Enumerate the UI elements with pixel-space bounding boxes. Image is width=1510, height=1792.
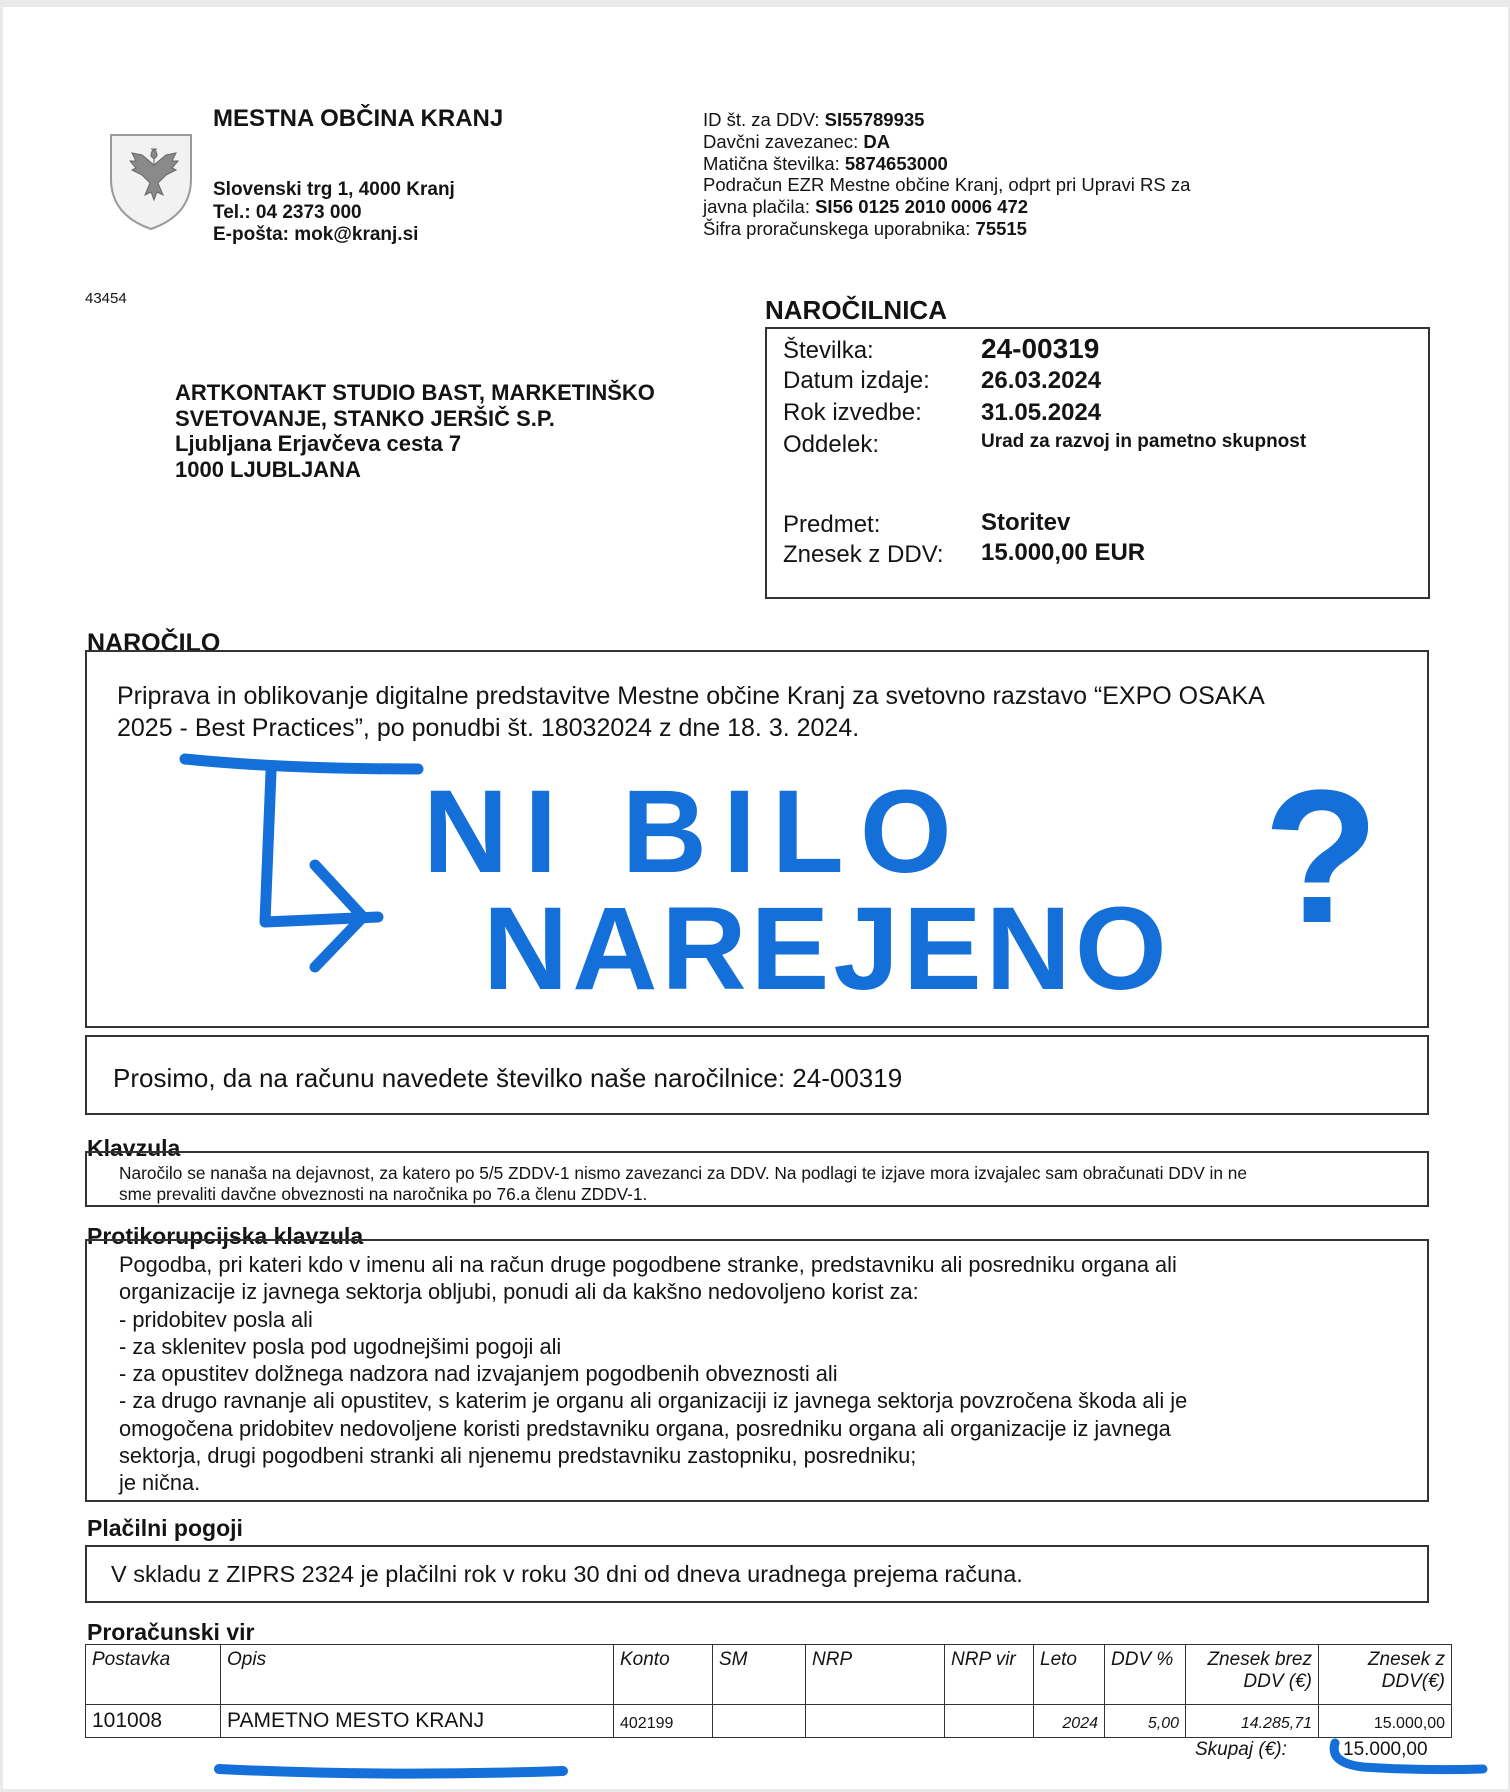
cell-konto: 402199 [614, 1705, 713, 1738]
total-label: Skupaj (€): [1195, 1739, 1287, 1760]
col-header-ddv: DDV % [1105, 1645, 1186, 1705]
col-header-nrp: NRP [806, 1645, 945, 1705]
subject-label: Predmet: [783, 511, 881, 538]
recipient-address [175, 380, 655, 482]
anticorruption-line: omogočena pridobitev nedovoljene koristi predstavniku organa, posredniku organa ali organizacije iz javnega [119, 1415, 1171, 1441]
cell-sm [713, 1705, 806, 1738]
arrow-icon [185, 759, 418, 967]
anticorruption-line: - pridobitev posla ali [119, 1306, 313, 1332]
budget-user-value: 75515 [975, 218, 1027, 239]
account-number: SI56 0125 2010 0006 472 [815, 196, 1029, 217]
anticorruption-line: organizacije iz javnega sektorja obljubi, ponudi ali da kakšno nedovoljeno korist za: [119, 1279, 919, 1305]
budget-heading: Proračunski vir [87, 1619, 255, 1645]
col-header-amount-incl-vat: Znesek z DDV(€) [1319, 1645, 1452, 1705]
budget-header-row [86, 1645, 1452, 1705]
eagle-coat-of-arms-icon [103, 127, 199, 233]
handwriting-line-2: NAREJENO [483, 883, 1171, 1015]
taxpayer-value: DA [863, 131, 891, 152]
recipient-line-3: Ljubljana Erjavčeva cesta 7 [175, 431, 462, 456]
anticorruption-line: je nična. [119, 1470, 201, 1496]
order-heading: NAROČILNICA [765, 295, 947, 325]
anticorruption-heading: Protikorupcijska klavzula [87, 1223, 364, 1249]
handwritten-annotation [173, 727, 1433, 1027]
anticorruption-line: Pogodba, pri kateri kdo v imenu ali na račun druge pogodbene stranke, predstavniku ali posredniku organa ali [119, 1252, 1177, 1277]
handwritten-underline [1323, 1737, 1493, 1783]
clause-heading: Klavzula [87, 1135, 181, 1161]
issuer-email: E-pošta: mok@kranj.si [213, 224, 419, 245]
clause-box [85, 1151, 1429, 1207]
col-header-konto: Konto [614, 1645, 713, 1705]
taxpayer-label: Davčni zavezanec: [703, 131, 864, 152]
cell-opis: PAMETNO MESTO KRANJ [221, 1705, 614, 1738]
issuer-address: Slovenski trg 1, 4000 Kranj [213, 179, 455, 200]
budget-user-line [703, 218, 1027, 240]
amount: 15.000,00 EUR [981, 539, 1146, 566]
order-description-line-2: 2025 - Best Practices”, po ponudbi št. 18032024 z dne 18. 3. 2024. [117, 714, 860, 742]
number-label: Številka: [783, 337, 874, 364]
anticorruption-text [119, 1251, 1187, 1497]
col-header-leto: Leto [1034, 1645, 1105, 1705]
department: Urad za razvoj in pametno skupnost [981, 431, 1307, 452]
recipient-line-1: ARTKONTAKT STUDIO BAST, MARKETINŠKO [175, 380, 655, 405]
cell-postavka: 101008 [86, 1705, 221, 1738]
amount-label: Znesek z DDV: [783, 541, 944, 568]
invoice-note-box [85, 1035, 1429, 1115]
anticorruption-line: - za drugo ravnanje ali opustitev, s katerim je organu ali organizaciji iz javnega sektorja povzročena škoda ali je [119, 1388, 1188, 1414]
issue-date-label: Datum izdaje: [783, 367, 930, 394]
reg-no-label: Matična številka: [703, 153, 845, 174]
cell-nrp [806, 1705, 945, 1738]
department-label: Oddelek: [783, 431, 880, 458]
order-number: 24-00319 [981, 333, 1100, 364]
anticorruption-box [85, 1239, 1429, 1502]
table-row [86, 1705, 1452, 1738]
vat-id-line [703, 109, 924, 131]
recipient-line-4: 1000 LJUBLJANA [175, 456, 361, 482]
subject: Storitev [981, 509, 1071, 536]
handwritten-underline [213, 1759, 573, 1783]
handwriting-line-1: NI BILO [423, 766, 968, 898]
budget-user-label: Šifra proračunskega uporabnika: [703, 218, 976, 239]
account-label: javna plačila: [703, 196, 816, 217]
cell-leto: 2024 [1034, 1705, 1105, 1738]
handwriting-question-mark: ? [1263, 751, 1380, 963]
payment-heading: Plačilni pogoji [87, 1515, 243, 1541]
col-header-sm: SM [713, 1645, 806, 1705]
col-header-opis: Opis [221, 1645, 614, 1705]
payment-terms: V skladu z ZIPRS 2324 je plačilni rok v roku 30 dni od dneva uradnega prejema računa. [111, 1561, 1023, 1587]
cell-amount-incl-vat: 15.000,00 [1319, 1705, 1452, 1738]
purchase-order-page [3, 7, 1508, 1789]
order-summary-box [765, 327, 1430, 599]
reg-no-line [703, 153, 948, 175]
col-header-postavka: Postavka [86, 1645, 221, 1705]
cell-ddv: 5,00 [1105, 1705, 1186, 1738]
order-text-heading: NAROČILO [87, 629, 221, 657]
deadline-label: Rok izvedbe: [783, 399, 922, 426]
total-value: 15.000,00 [1343, 1739, 1428, 1760]
clause-text [119, 1163, 1247, 1205]
issue-date: 26.03.2024 [981, 367, 1102, 394]
issuer-name: MESTNA OBČINA KRANJ [213, 105, 504, 132]
budget-table [85, 1644, 1452, 1738]
vat-id-label: ID št. za DDV: [703, 109, 825, 130]
invoice-note: Prosimo, da na računu navedete številko naše naročilnice: 24-00319 [113, 1063, 903, 1093]
payment-box [85, 1545, 1429, 1603]
col-header-amount-excl-vat: Znesek brez DDV (€) [1186, 1645, 1319, 1705]
account-line-2 [703, 196, 1028, 218]
reg-no-value: 5874653000 [844, 153, 948, 174]
deadline: 31.05.2024 [981, 399, 1102, 426]
document-code: 43454 [85, 290, 127, 307]
cell-amount-excl-vat: 14.285,71 [1186, 1705, 1319, 1738]
clause-line-1: Naročilo se nanaša na dejavnost, za katero po 5/5 ZDDV-1 nismo zavezanci za DDV. Na podlagi te izjave mora izvajalec sam obračunati DDV in ne [119, 1163, 1248, 1183]
account-line-1: Podračun EZR Mestne občine Kranj, odprt pri Upravi RS za [703, 174, 1191, 195]
anticorruption-line: - za sklenitev posla pod ugodnejšimi pogoji ali [119, 1333, 562, 1359]
recipient-line-2: SVETOVANJE, STANKO JERŠIČ S.P. [175, 405, 555, 431]
vat-id-value: SI55789935 [824, 109, 925, 130]
order-description-line-1: Priprava in oblikovanje digitalne predstavitve Mestne občine Kranj za svetovno razstavo “EXPO OSAKA [117, 682, 1265, 710]
anticorruption-line: sektorja, drugi pogodbeni stranki ali njenemu predstavniku zastopniku, posredniku; [119, 1443, 917, 1469]
anticorruption-line: - za opustitev dolžnega nadzora nad izvajanjem pogodbenih obveznosti ali [119, 1361, 838, 1387]
cell-nrp-vir [945, 1705, 1034, 1738]
taxpayer-line [703, 131, 890, 153]
issuer-phone: Tel.: 04 2373 000 [213, 202, 362, 223]
clause-line-2: sme prevaliti davčne obveznosti na naročnika po 76.a členu ZDDV-1. [119, 1184, 648, 1204]
col-header-nrp-vir: NRP vir [945, 1645, 1034, 1705]
